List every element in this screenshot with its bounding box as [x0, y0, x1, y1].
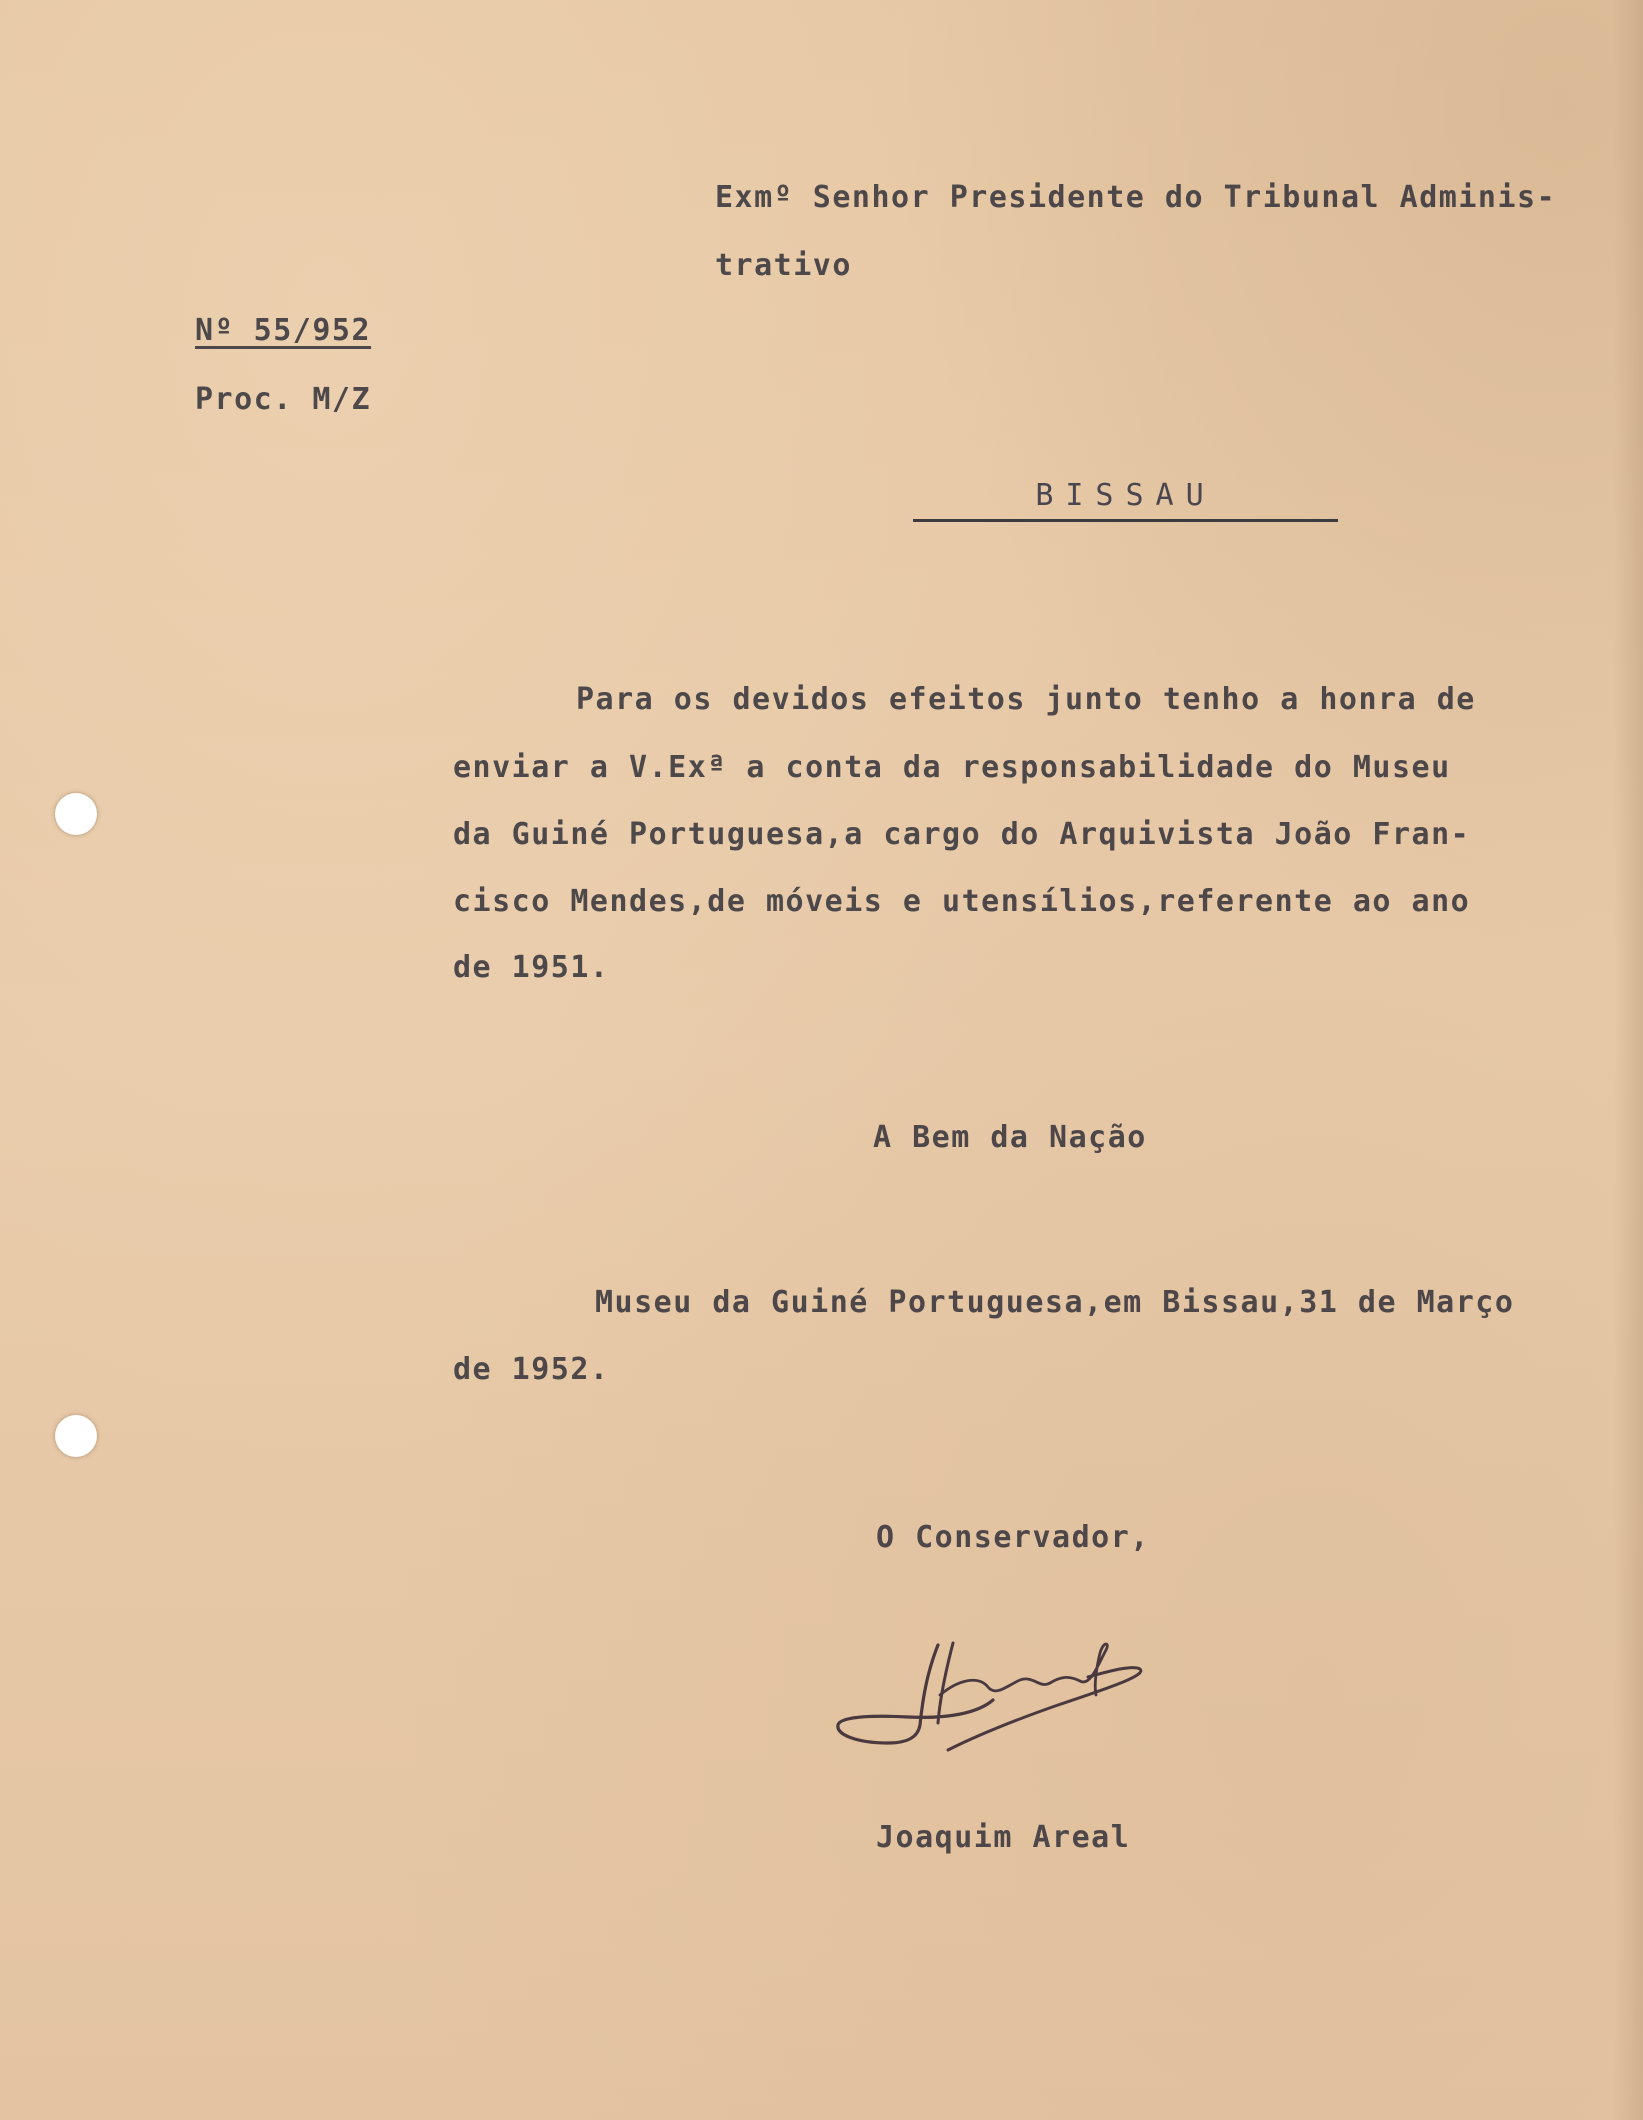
- paper-edge-shade: [1613, 0, 1643, 2120]
- date-line-1: Museu da Guiné Portuguesa,em Bissau,31 de Março: [595, 1285, 1515, 1320]
- body-line: Para os devidos efeitos junto tenho a honra de: [576, 682, 1476, 717]
- punch-hole-top: [55, 793, 97, 835]
- body-line: da Guiné Portuguesa,a cargo do Arquivista João Fran-: [453, 817, 1471, 852]
- city-heading: BISSAU: [913, 478, 1338, 522]
- body-line: cisco Mendes,de móveis e utensílios,referente ao ano: [453, 884, 1471, 919]
- body-line: enviar a V.Exª a conta da responsabilidade do Museu: [453, 750, 1451, 785]
- handwritten-signature: [828, 1625, 1148, 1760]
- punch-hole-bottom: [55, 1415, 97, 1457]
- signoff: O Conservador,: [876, 1520, 1150, 1555]
- signer-name: Joaquim Areal: [876, 1820, 1131, 1855]
- addressee-line-1: Exmº Senhor Presidente do Tribunal Adminis-: [715, 180, 1557, 215]
- reference-proc: Proc. M/Z: [195, 382, 372, 417]
- body-line: de 1951.: [453, 950, 610, 985]
- date-line-2: de 1952.: [453, 1352, 610, 1387]
- addressee-line-2: trativo: [715, 248, 852, 283]
- closing-salutation: A Bem da Nação: [873, 1120, 1147, 1155]
- reference-number: Nº 55/952: [195, 313, 372, 348]
